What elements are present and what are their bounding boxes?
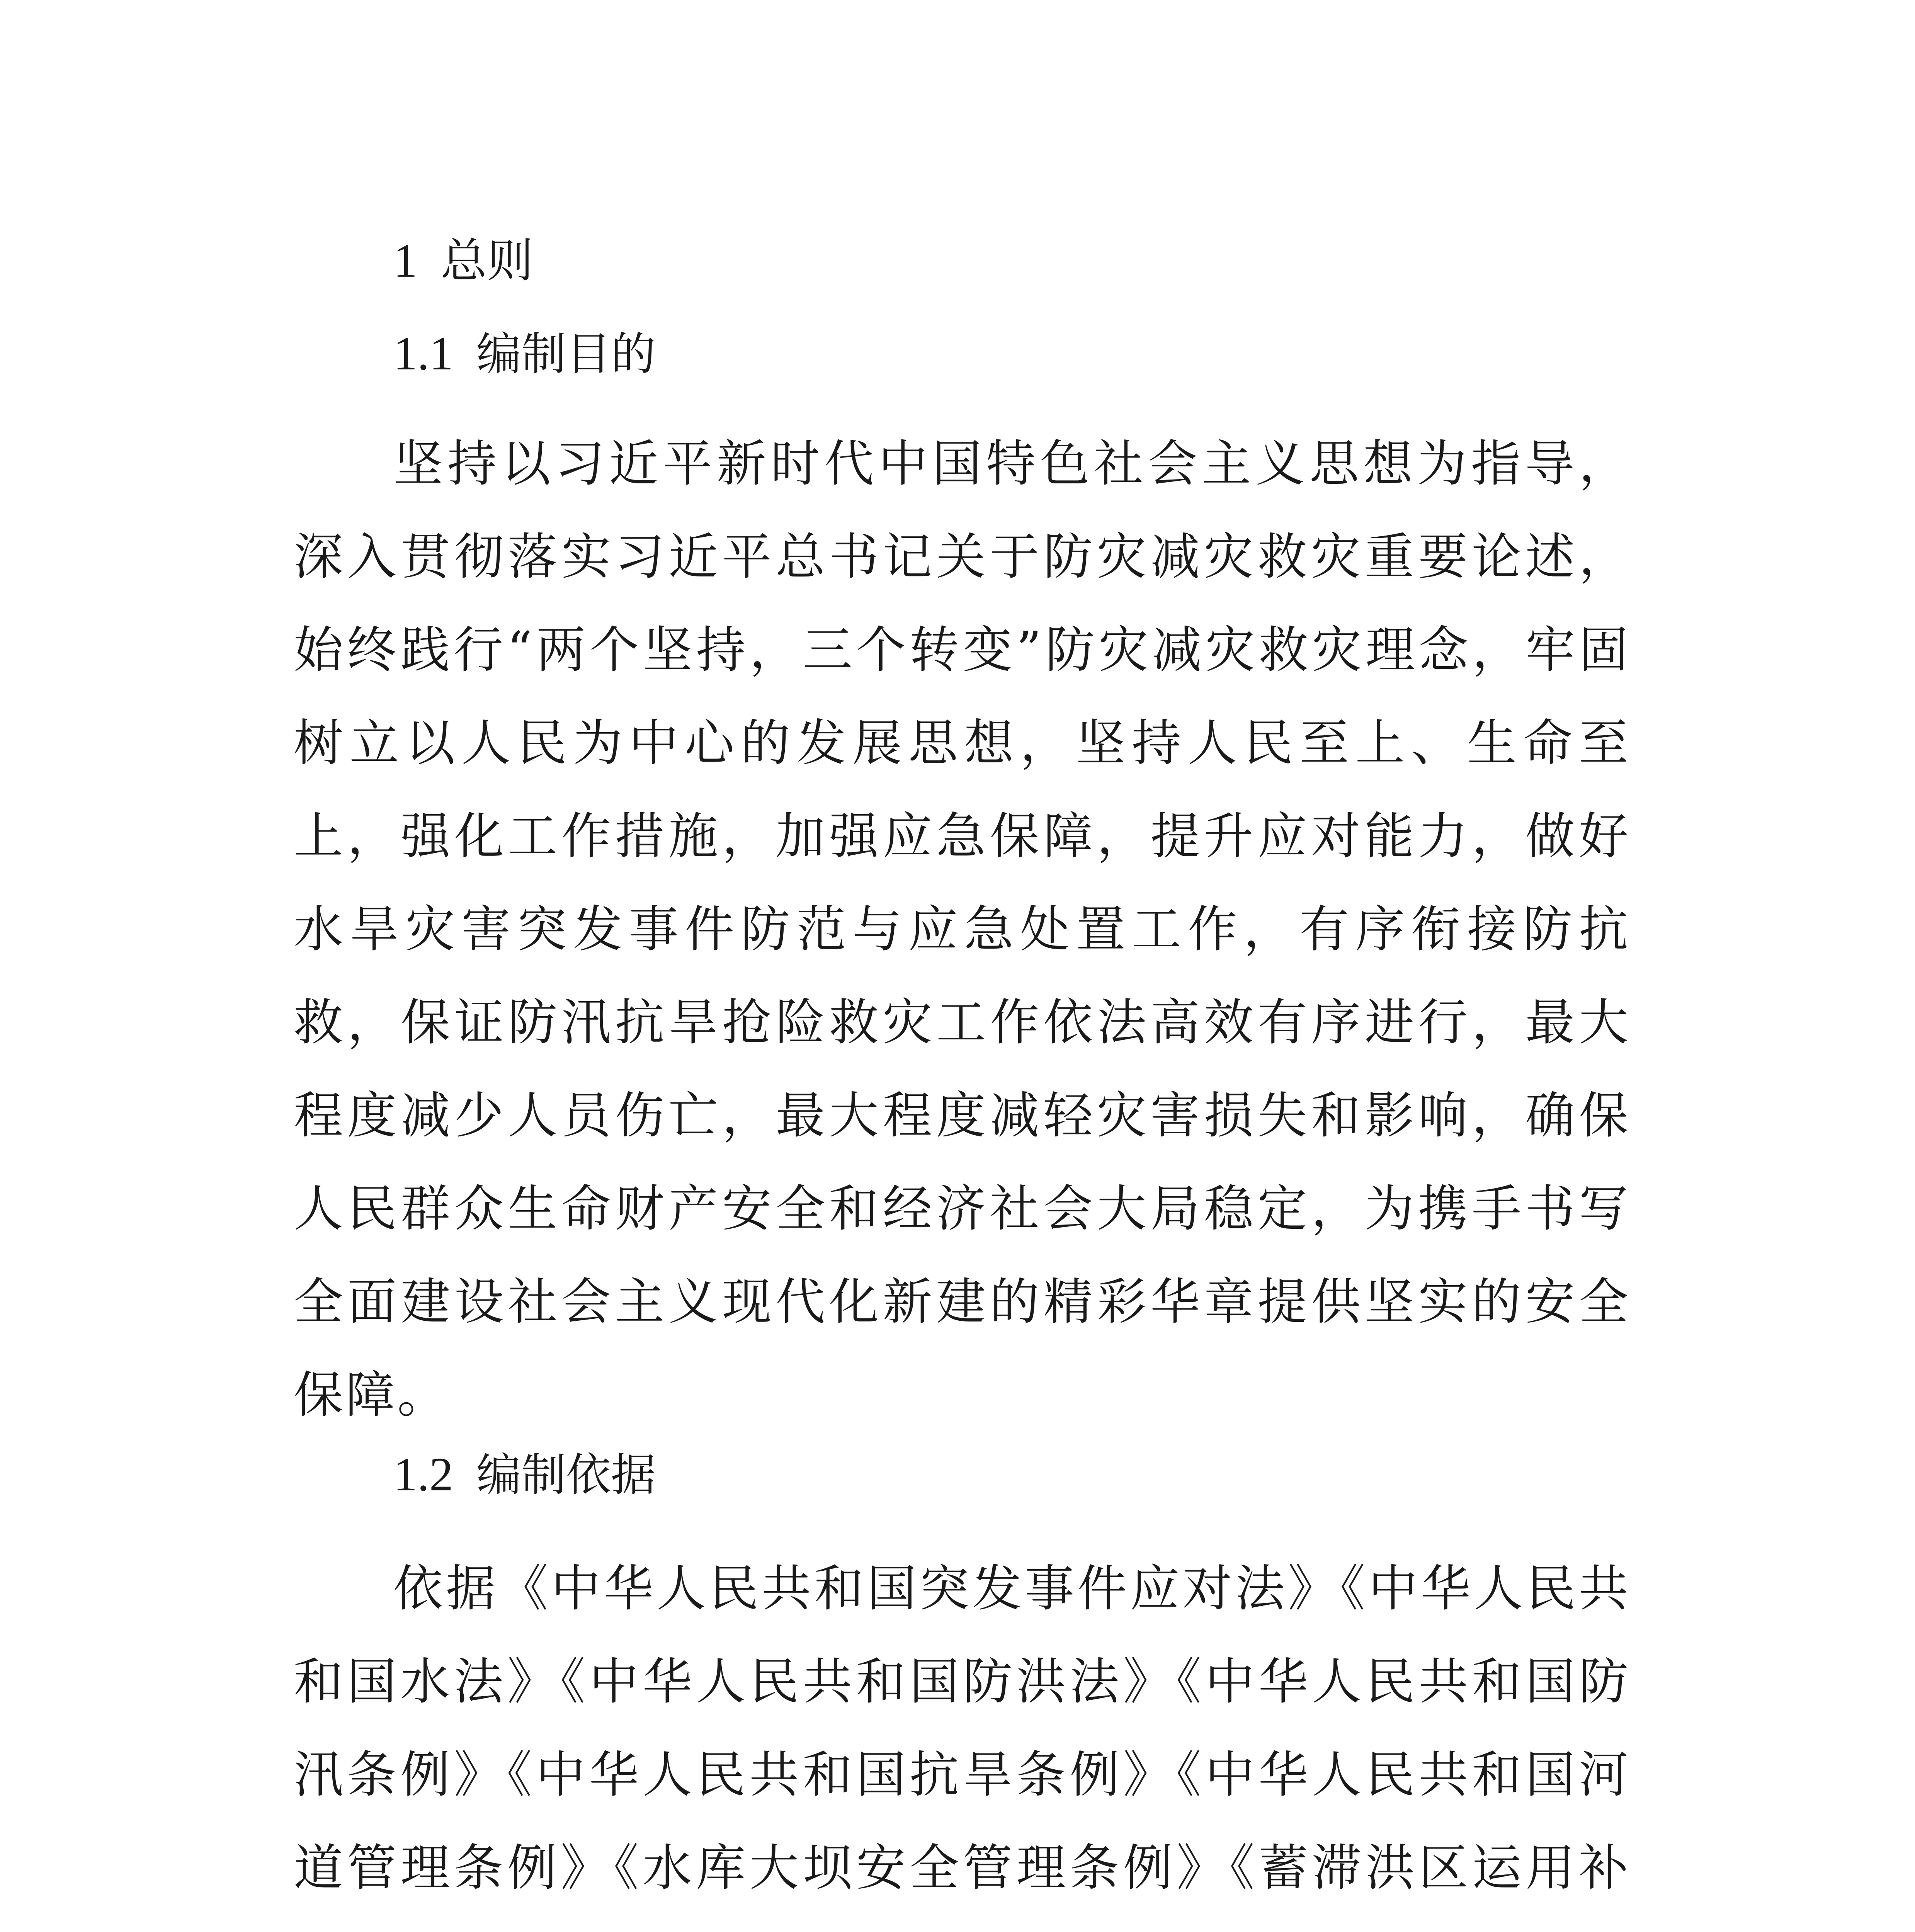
section-1-2-title: 编制依据 <box>476 1449 656 1501</box>
section-1-1-heading <box>294 325 1631 383</box>
section-1-1-title: 编制目的 <box>476 328 656 380</box>
document-body <box>294 232 1631 1932</box>
section-1-number: 1 <box>393 234 417 287</box>
section-1-2-paragraph: 依据《中华人民共和国突发事件应对法》《中华人民共和国水法》《中华人民共和国防洪法》《中华人民共和国防汛条例》《中华人民共和国抗旱条例》《中华人民共和国河道管理条例》《水库大坝安全管理条例》《蓄滞洪区运用补 <box>294 1560 1631 1897</box>
section-1-1-paragraph: 坚持以习近平新时代中国特色社会主义思想为指导，深入贯彻落实习近平总书记关于防灾减灾救灾重要论述，始终践行“两个坚持，三个转变”防灾减灾救灾理念，牢固树立以人民为中心的发展思想，坚持人民至上、生命至上，强化工作措施，加强应急保障，提升应对能力，做好水旱灾害突发事件防范与应急处置工作，有序衔接防抗救，保证防汛抗旱抢险救灾工作依法高效有序进行，最大程度减少人员伤亡，最大程度减轻灾害损失和影响，确保人民群众生命财产安全和经济社会大局稳定，为携手书写全面建设社会主义现代化新建的精彩华章提供坚实的安全保障。 <box>294 435 1631 1424</box>
section-1-2-heading <box>294 1446 1631 1503</box>
section-1-title: 总则 <box>440 234 533 288</box>
section-1-heading <box>294 232 1631 290</box>
section-1-2-number: 1.2 <box>393 1448 453 1501</box>
section-1-1-number: 1.1 <box>393 327 453 380</box>
